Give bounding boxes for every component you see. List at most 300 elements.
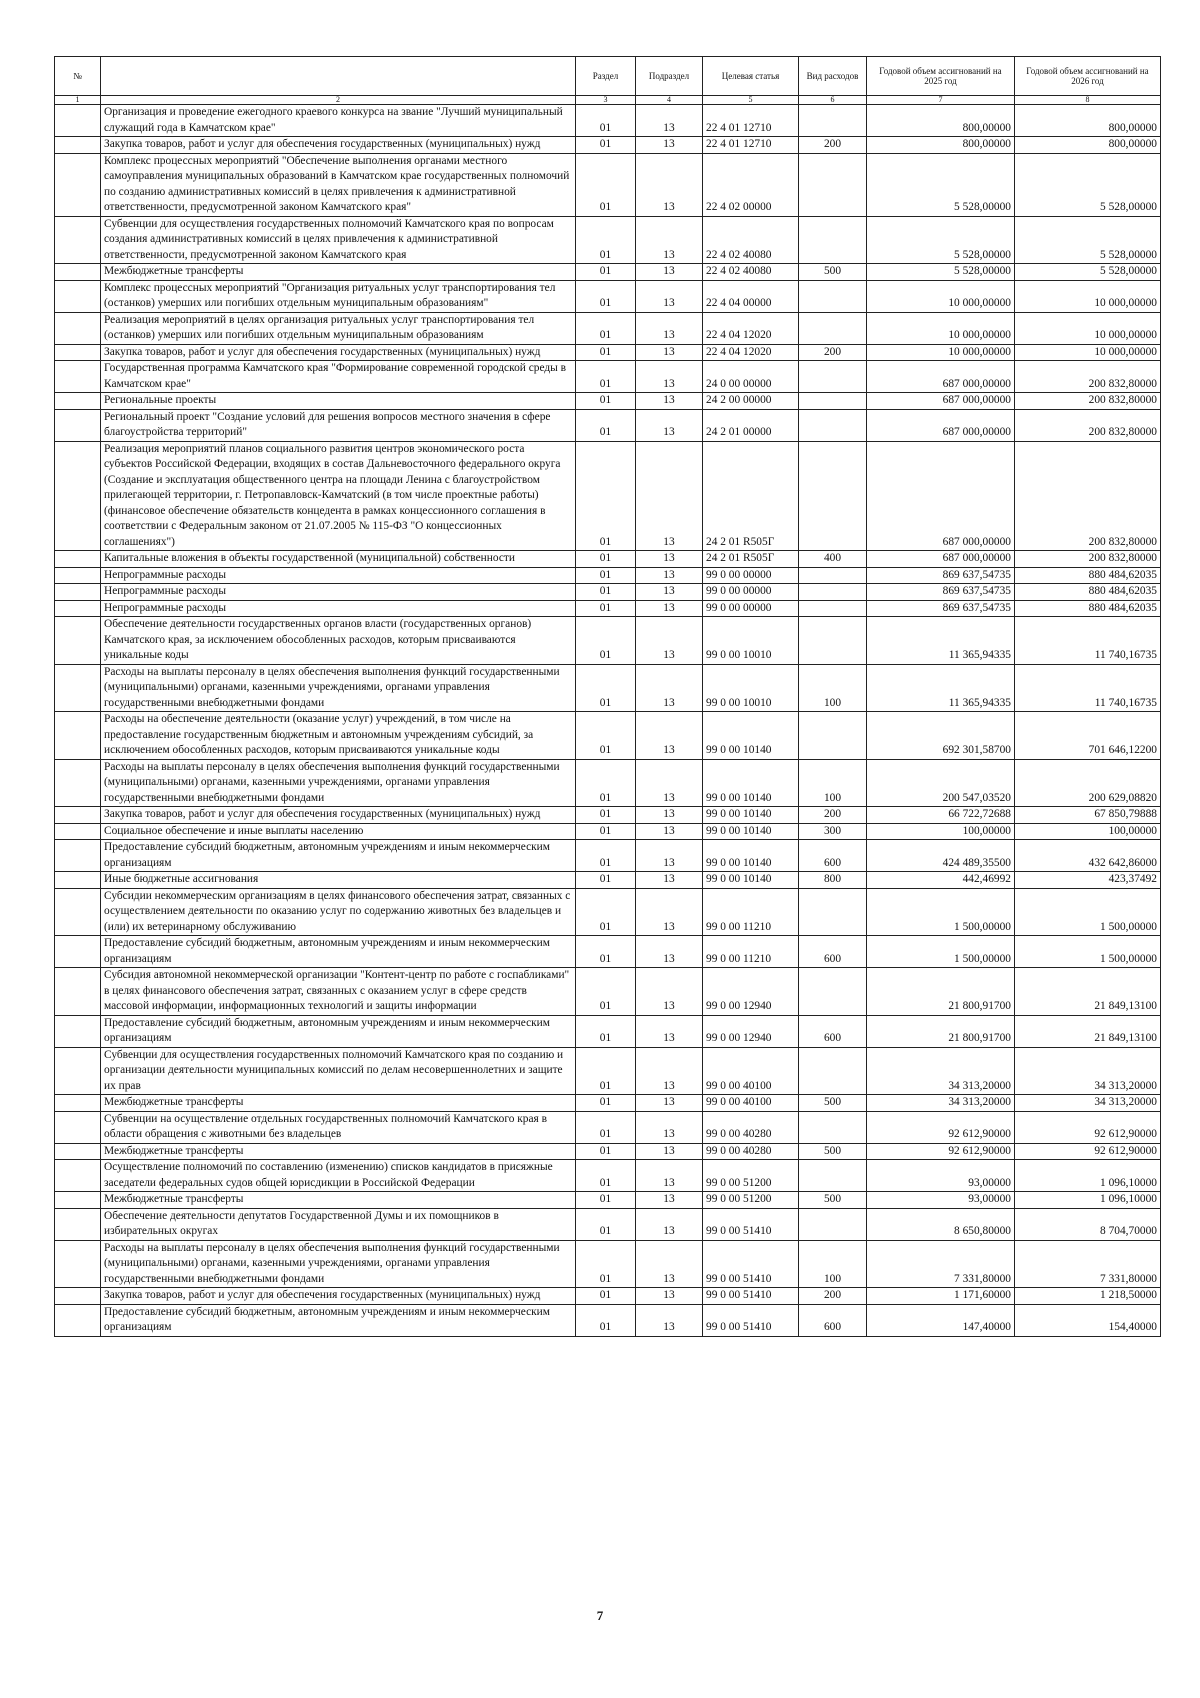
row-name-cell: Непрограммные расходы (101, 584, 576, 601)
razdel-cell: 01 (576, 441, 636, 551)
amount-2025-cell: 1 500,00000 (867, 936, 1015, 968)
row-name-cell: Комплекс процессных мероприятий "Организация ритуальных услуг транспортирования тел (останков) умерших или погибших отдельным муниципальным образованиям" (101, 280, 576, 312)
column-number: 1 (55, 96, 101, 105)
target-article-cell: 99 0 00 12940 (703, 968, 799, 1016)
expense-type-cell (799, 409, 867, 441)
target-article-cell: 22 4 02 40080 (703, 264, 799, 281)
row-number-cell (55, 888, 101, 936)
row-name-cell: Субсидия автономной некоммерческой организации "Контент-центр по работе с госпабликами" в целях финансового обеспечения затрат, связанных с оказанием услуг в сфере средств массовой информации, информационных технологий и защиты информации (101, 968, 576, 1016)
podrazdel-cell: 13 (636, 361, 703, 393)
row-number-cell (55, 1095, 101, 1112)
row-number-cell (55, 1192, 101, 1209)
razdel-cell: 01 (576, 1304, 636, 1336)
podrazdel-cell: 13 (636, 1095, 703, 1112)
razdel-cell: 01 (576, 361, 636, 393)
amount-2025-cell: 687 000,00000 (867, 441, 1015, 551)
expense-type-cell (799, 1111, 867, 1143)
row-name-cell: Субвенции для осуществления государственных полномочий Камчатского края по вопросам создания административных комиссий в целях привлечения к административной ответственности, предусмотренной законом Камчатского края (101, 216, 576, 264)
amount-2026-cell: 100,00000 (1015, 823, 1161, 840)
table-row (55, 807, 1161, 824)
razdel-cell: 01 (576, 551, 636, 568)
row-name-cell: Расходы на выплаты персоналу в целях обеспечения выполнения функций государственными (муниципальными) органами, казенными учреждениями, органами управления государственными внебюджетными фондами (101, 1240, 576, 1288)
podrazdel-cell: 13 (636, 393, 703, 410)
table-row (55, 1288, 1161, 1305)
target-article-cell: 22 4 04 00000 (703, 280, 799, 312)
razdel-cell: 01 (576, 1095, 636, 1112)
amount-2026-cell: 1 500,00000 (1015, 888, 1161, 936)
amount-2026-cell: 200 832,80000 (1015, 393, 1161, 410)
razdel-cell: 01 (576, 807, 636, 824)
amount-2026-cell: 200 832,80000 (1015, 409, 1161, 441)
amount-2025-cell: 800,00000 (867, 105, 1015, 137)
amount-2026-cell: 21 849,13100 (1015, 1015, 1161, 1047)
row-number-cell (55, 664, 101, 712)
razdel-cell: 01 (576, 936, 636, 968)
column-number: 4 (636, 96, 703, 105)
table-row (55, 712, 1161, 760)
row-name-cell: Предоставление субсидий бюджетным, автономным учреждениям и иным некоммерческим организациям (101, 1304, 576, 1336)
row-number-cell (55, 823, 101, 840)
row-number-cell (55, 361, 101, 393)
razdel-cell: 01 (576, 617, 636, 665)
podrazdel-cell: 13 (636, 312, 703, 344)
table-row (55, 567, 1161, 584)
table-row (55, 1240, 1161, 1288)
page-number: 7 (596, 1608, 604, 1623)
row-name-cell: Комплекс процессных мероприятий "Обеспечение выполнения органами местного самоуправления муниципальных образований в Камчатском крае государственных полномочий по созданию административных комиссий в целях привлечения к административной ответственности, предусмотренной законом Камчатского края" (101, 153, 576, 216)
podrazdel-cell: 13 (636, 759, 703, 807)
razdel-cell: 01 (576, 1240, 636, 1288)
budget-sheet (54, 56, 1160, 1337)
amount-2025-cell: 34 313,20000 (867, 1095, 1015, 1112)
table-row (55, 137, 1161, 154)
target-article-cell: 99 0 00 10140 (703, 807, 799, 824)
table-row (55, 105, 1161, 137)
table-row (55, 1160, 1161, 1192)
amount-2026-cell: 880 484,62035 (1015, 567, 1161, 584)
table-body (55, 105, 1161, 1337)
amount-2025-cell: 424 489,35500 (867, 840, 1015, 872)
table-row (55, 759, 1161, 807)
table-row (55, 216, 1161, 264)
row-number-cell (55, 1143, 101, 1160)
target-article-cell: 24 2 01 R505Г (703, 441, 799, 551)
amount-2026-cell: 92 612,90000 (1015, 1143, 1161, 1160)
razdel-cell: 01 (576, 216, 636, 264)
row-number-cell (55, 1208, 101, 1240)
expense-type-cell (799, 968, 867, 1016)
column-number: 7 (867, 96, 1015, 105)
row-name-cell: Субсидии некоммерческим организациям в целях финансового обеспечения затрат, связанных с осуществлением деятельности по оказанию услуг по содержанию животных без владельцев и (или) их ветеринарному обслуживанию (101, 888, 576, 936)
row-name-cell: Закупка товаров, работ и услуг для обеспечения государственных (муниципальных) нужд (101, 807, 576, 824)
podrazdel-cell: 13 (636, 153, 703, 216)
target-article-cell: 99 0 00 51200 (703, 1192, 799, 1209)
expense-type-cell: 300 (799, 823, 867, 840)
podrazdel-cell: 13 (636, 344, 703, 361)
row-name-cell: Социальное обеспечение и иные выплаты населению (101, 823, 576, 840)
expense-type-cell: 500 (799, 264, 867, 281)
amount-2026-cell: 92 612,90000 (1015, 1111, 1161, 1143)
podrazdel-cell: 13 (636, 1208, 703, 1240)
amount-2025-cell: 1 171,60000 (867, 1288, 1015, 1305)
column-number: 5 (703, 96, 799, 105)
podrazdel-cell: 13 (636, 567, 703, 584)
podrazdel-cell: 13 (636, 872, 703, 889)
expense-type-cell: 100 (799, 759, 867, 807)
podrazdel-cell: 13 (636, 823, 703, 840)
table-row (55, 936, 1161, 968)
expense-type-cell (799, 393, 867, 410)
amount-2025-cell: 687 000,00000 (867, 361, 1015, 393)
expense-type-cell (799, 1208, 867, 1240)
row-name-cell: Непрограммные расходы (101, 600, 576, 617)
row-name-cell: Предоставление субсидий бюджетным, автономным учреждениям и иным некоммерческим организациям (101, 936, 576, 968)
row-number-cell (55, 216, 101, 264)
podrazdel-cell: 13 (636, 584, 703, 601)
expense-type-cell: 600 (799, 1304, 867, 1336)
amount-2025-cell: 869 637,54735 (867, 600, 1015, 617)
row-number-cell (55, 584, 101, 601)
expense-type-cell: 500 (799, 1095, 867, 1112)
amount-2025-cell: 21 800,91700 (867, 968, 1015, 1016)
target-article-cell: 22 4 01 12710 (703, 105, 799, 137)
row-number-cell (55, 712, 101, 760)
header-podrazdel: Подраздел (636, 57, 703, 96)
expense-type-cell (799, 567, 867, 584)
row-number-cell (55, 567, 101, 584)
row-name-cell: Субвенции для осуществления государственных полномочий Камчатского края по созданию и организации деятельности муниципальных комиссий по делам несовершеннолетних и защите их прав (101, 1047, 576, 1095)
row-name-cell: Закупка товаров, работ и услуг для обеспечения государственных (муниципальных) нужд (101, 344, 576, 361)
target-article-cell: 22 4 02 00000 (703, 153, 799, 216)
target-article-cell: 99 0 00 51410 (703, 1240, 799, 1288)
expense-type-cell: 600 (799, 936, 867, 968)
row-name-cell: Обеспечение деятельности депутатов Государственной Думы и их помощников в избирательных округах (101, 1208, 576, 1240)
header-2026: Годовой объем ассигнований на 2026 год (1015, 57, 1161, 96)
row-number-cell (55, 153, 101, 216)
target-article-cell: 99 0 00 00000 (703, 600, 799, 617)
razdel-cell: 01 (576, 409, 636, 441)
podrazdel-cell: 13 (636, 1143, 703, 1160)
target-article-cell: 99 0 00 40280 (703, 1111, 799, 1143)
row-name-cell: Осуществление полномочий по составлению (изменению) списков кандидатов в присяжные заседатели федеральных судов общей юрисдикции в Российской Федерации (101, 1160, 576, 1192)
row-name-cell: Непрограммные расходы (101, 567, 576, 584)
amount-2026-cell: 10 000,00000 (1015, 344, 1161, 361)
table-row (55, 312, 1161, 344)
expense-type-cell: 100 (799, 1240, 867, 1288)
table-row (55, 393, 1161, 410)
target-article-cell: 24 0 00 00000 (703, 361, 799, 393)
podrazdel-cell: 13 (636, 712, 703, 760)
podrazdel-cell: 13 (636, 840, 703, 872)
target-article-cell: 22 4 01 12710 (703, 137, 799, 154)
razdel-cell: 01 (576, 280, 636, 312)
target-article-cell: 24 2 00 00000 (703, 393, 799, 410)
amount-2025-cell: 869 637,54735 (867, 567, 1015, 584)
amount-2025-cell: 692 301,58700 (867, 712, 1015, 760)
table-row (55, 1143, 1161, 1160)
row-name-cell: Закупка товаров, работ и услуг для обеспечения государственных (муниципальных) нужд (101, 1288, 576, 1305)
razdel-cell: 01 (576, 264, 636, 281)
podrazdel-cell: 13 (636, 807, 703, 824)
row-number-cell (55, 312, 101, 344)
row-name-cell: Иные бюджетные ассигнования (101, 872, 576, 889)
amount-2026-cell: 34 313,20000 (1015, 1095, 1161, 1112)
amount-2026-cell: 200 832,80000 (1015, 441, 1161, 551)
row-name-cell: Капитальные вложения в объекты государственной (муниципальной) собственности (101, 551, 576, 568)
target-article-cell: 24 2 01 R505Г (703, 551, 799, 568)
amount-2026-cell: 1 500,00000 (1015, 936, 1161, 968)
amount-2026-cell: 8 704,70000 (1015, 1208, 1161, 1240)
razdel-cell: 01 (576, 1192, 636, 1209)
amount-2025-cell: 10 000,00000 (867, 344, 1015, 361)
podrazdel-cell: 13 (636, 1160, 703, 1192)
razdel-cell: 01 (576, 1143, 636, 1160)
row-name-cell: Межбюджетные трансферты (101, 264, 576, 281)
expense-type-cell (799, 1047, 867, 1095)
amount-2026-cell: 800,00000 (1015, 105, 1161, 137)
razdel-cell: 01 (576, 823, 636, 840)
table-row (55, 888, 1161, 936)
row-name-cell: Межбюджетные трансферты (101, 1095, 576, 1112)
podrazdel-cell: 13 (636, 1111, 703, 1143)
razdel-cell: 01 (576, 137, 636, 154)
table-row (55, 409, 1161, 441)
target-article-cell: 99 0 00 10140 (703, 759, 799, 807)
target-article-cell: 99 0 00 10010 (703, 664, 799, 712)
podrazdel-cell: 13 (636, 105, 703, 137)
expense-type-cell (799, 153, 867, 216)
amount-2025-cell: 5 528,00000 (867, 264, 1015, 281)
target-article-cell: 99 0 00 40100 (703, 1095, 799, 1112)
table-row (55, 1192, 1161, 1209)
target-article-cell: 99 0 00 40100 (703, 1047, 799, 1095)
row-number-cell (55, 1304, 101, 1336)
table-row (55, 840, 1161, 872)
amount-2025-cell: 5 528,00000 (867, 216, 1015, 264)
row-name-cell: Межбюджетные трансферты (101, 1143, 576, 1160)
amount-2025-cell: 10 000,00000 (867, 280, 1015, 312)
row-number-cell (55, 807, 101, 824)
podrazdel-cell: 13 (636, 664, 703, 712)
expense-type-cell (799, 105, 867, 137)
razdel-cell: 01 (576, 1047, 636, 1095)
expense-type-cell: 600 (799, 840, 867, 872)
row-number-cell (55, 936, 101, 968)
amount-2026-cell: 200 832,80000 (1015, 361, 1161, 393)
header-2025: Годовой объем ассигнований на 2025 год (867, 57, 1015, 96)
row-number-cell (55, 409, 101, 441)
expense-type-cell (799, 361, 867, 393)
row-number-cell (55, 840, 101, 872)
budget-table (54, 56, 1161, 1337)
table-row (55, 968, 1161, 1016)
amount-2025-cell: 442,46992 (867, 872, 1015, 889)
target-article-cell: 99 0 00 10140 (703, 840, 799, 872)
column-number: 8 (1015, 96, 1161, 105)
table-row (55, 600, 1161, 617)
row-name-cell: Региональный проект "Создание условий для решения вопросов местного значения в сфере благоустройства территорий" (101, 409, 576, 441)
expense-type-cell (799, 617, 867, 665)
row-name-cell: Реализация мероприятий планов социального развития центров экономического роста субъектов Российской Федерации, входящих в состав Дальневосточного федерального округа (Создание и эксплуатация общественного центра на площади Ленина с благоустройством прилегающей территории, г. Петропавловск-Камчатский (в том числе проектные работы) (финансовое обеспечение обязательств концедента в рамках концессионного соглашения в соответствии с Федеральным законом от 21.07.2005 № 115-ФЗ "О концессионных соглашениях") (101, 441, 576, 551)
table-row (55, 264, 1161, 281)
amount-2026-cell: 11 740,16735 (1015, 617, 1161, 665)
target-article-cell: 99 0 00 10140 (703, 872, 799, 889)
header-name (101, 57, 576, 96)
amount-2025-cell: 66 722,72688 (867, 807, 1015, 824)
expense-type-cell (799, 712, 867, 760)
podrazdel-cell: 13 (636, 1240, 703, 1288)
amount-2026-cell: 1 218,50000 (1015, 1288, 1161, 1305)
podrazdel-cell: 13 (636, 617, 703, 665)
podrazdel-cell: 13 (636, 137, 703, 154)
razdel-cell: 01 (576, 1288, 636, 1305)
row-number-cell (55, 617, 101, 665)
podrazdel-cell: 13 (636, 600, 703, 617)
podrazdel-cell: 13 (636, 936, 703, 968)
amount-2025-cell: 687 000,00000 (867, 551, 1015, 568)
target-article-cell: 99 0 00 11210 (703, 936, 799, 968)
row-name-cell: Закупка товаров, работ и услуг для обеспечения государственных (муниципальных) нужд (101, 137, 576, 154)
podrazdel-cell: 13 (636, 1192, 703, 1209)
expense-type-cell: 100 (799, 664, 867, 712)
column-number: 6 (799, 96, 867, 105)
expense-type-cell (799, 888, 867, 936)
row-name-cell: Предоставление субсидий бюджетным, автономным учреждениям и иным некоммерческим организациям (101, 1015, 576, 1047)
amount-2026-cell: 1 096,10000 (1015, 1192, 1161, 1209)
amount-2025-cell: 11 365,94335 (867, 664, 1015, 712)
amount-2026-cell: 880 484,62035 (1015, 600, 1161, 617)
table-row (55, 617, 1161, 665)
expense-type-cell (799, 1160, 867, 1192)
razdel-cell: 01 (576, 600, 636, 617)
row-number-cell (55, 551, 101, 568)
razdel-cell: 01 (576, 1015, 636, 1047)
amount-2026-cell: 67 850,79888 (1015, 807, 1161, 824)
amount-2026-cell: 11 740,16735 (1015, 664, 1161, 712)
row-number-cell (55, 1160, 101, 1192)
table-row (55, 1095, 1161, 1112)
table-row (55, 584, 1161, 601)
razdel-cell: 01 (576, 105, 636, 137)
podrazdel-cell: 13 (636, 551, 703, 568)
row-number-cell (55, 1111, 101, 1143)
row-name-cell: Субвенции на осуществление отдельных государственных полномочий Камчатского края в области обращения с животными без владельцев (101, 1111, 576, 1143)
amount-2026-cell: 34 313,20000 (1015, 1047, 1161, 1095)
razdel-cell: 01 (576, 584, 636, 601)
table-row (55, 1208, 1161, 1240)
table-row (55, 872, 1161, 889)
row-number-cell (55, 1288, 101, 1305)
row-number-cell (55, 393, 101, 410)
table-row (55, 1304, 1161, 1336)
expense-type-cell: 200 (799, 137, 867, 154)
amount-2025-cell: 687 000,00000 (867, 393, 1015, 410)
row-name-cell: Реализация мероприятий в целях организация ритуальных услуг транспортирования тел (останков) умерших или погибших отдельным муниципальным образованиям (101, 312, 576, 344)
razdel-cell: 01 (576, 393, 636, 410)
amount-2026-cell: 21 849,13100 (1015, 968, 1161, 1016)
amount-2025-cell: 93,00000 (867, 1160, 1015, 1192)
expense-type-cell: 400 (799, 551, 867, 568)
row-number-cell (55, 1015, 101, 1047)
target-article-cell: 22 4 02 40080 (703, 216, 799, 264)
razdel-cell: 01 (576, 872, 636, 889)
header-vid: Вид расходов (799, 57, 867, 96)
table-row (55, 280, 1161, 312)
podrazdel-cell: 13 (636, 1015, 703, 1047)
row-name-cell: Расходы на выплаты персоналу в целях обеспечения выполнения функций государственными (муниципальными) органами, казенными учреждениями, органами управления государственными внебюджетными фондами (101, 759, 576, 807)
amount-2025-cell: 93,00000 (867, 1192, 1015, 1209)
expense-type-cell (799, 441, 867, 551)
row-number-cell (55, 1047, 101, 1095)
amount-2025-cell: 147,40000 (867, 1304, 1015, 1336)
expense-type-cell (799, 280, 867, 312)
razdel-cell: 01 (576, 153, 636, 216)
expense-type-cell (799, 312, 867, 344)
table-row (55, 1015, 1161, 1047)
amount-2025-cell: 8 650,80000 (867, 1208, 1015, 1240)
amount-2025-cell: 100,00000 (867, 823, 1015, 840)
podrazdel-cell: 13 (636, 216, 703, 264)
row-name-cell: Расходы на выплаты персоналу в целях обеспечения выполнения функций государственными (муниципальными) органами, казенными учреждениями, органами управления государственными внебюджетными фондами (101, 664, 576, 712)
target-article-cell: 99 0 00 51200 (703, 1160, 799, 1192)
table-row (55, 823, 1161, 840)
podrazdel-cell: 13 (636, 1047, 703, 1095)
podrazdel-cell: 13 (636, 264, 703, 281)
amount-2026-cell: 10 000,00000 (1015, 280, 1161, 312)
amount-2026-cell: 423,37492 (1015, 872, 1161, 889)
podrazdel-cell: 13 (636, 1304, 703, 1336)
table-row (55, 153, 1161, 216)
row-number-cell (55, 968, 101, 1016)
razdel-cell: 01 (576, 712, 636, 760)
target-article-cell: 99 0 00 51410 (703, 1304, 799, 1336)
expense-type-cell: 200 (799, 1288, 867, 1305)
razdel-cell: 01 (576, 840, 636, 872)
target-article-cell: 99 0 00 10140 (703, 823, 799, 840)
razdel-cell: 01 (576, 1208, 636, 1240)
row-name-cell: Межбюджетные трансферты (101, 1192, 576, 1209)
row-number-cell (55, 280, 101, 312)
row-number-cell (55, 344, 101, 361)
podrazdel-cell: 13 (636, 441, 703, 551)
amount-2026-cell: 154,40000 (1015, 1304, 1161, 1336)
amount-2025-cell: 92 612,90000 (867, 1143, 1015, 1160)
header-no: № (55, 57, 101, 96)
razdel-cell: 01 (576, 759, 636, 807)
podrazdel-cell: 13 (636, 1288, 703, 1305)
row-name-cell: Организация и проведение ежегодного краевого конкурса на звание "Лучший муниципальный служащий года в Камчатском крае" (101, 105, 576, 137)
header-statya: Целевая статья (703, 57, 799, 96)
amount-2026-cell: 7 331,80000 (1015, 1240, 1161, 1288)
amount-2026-cell: 1 096,10000 (1015, 1160, 1161, 1192)
target-article-cell: 24 2 01 00000 (703, 409, 799, 441)
table-row (55, 551, 1161, 568)
target-article-cell: 99 0 00 40280 (703, 1143, 799, 1160)
amount-2025-cell: 92 612,90000 (867, 1111, 1015, 1143)
target-article-cell: 99 0 00 51410 (703, 1208, 799, 1240)
expense-type-cell (799, 584, 867, 601)
razdel-cell: 01 (576, 344, 636, 361)
row-number-cell (55, 759, 101, 807)
target-article-cell: 99 0 00 10140 (703, 712, 799, 760)
expense-type-cell (799, 600, 867, 617)
target-article-cell: 99 0 00 00000 (703, 584, 799, 601)
amount-2025-cell: 687 000,00000 (867, 409, 1015, 441)
target-article-cell: 99 0 00 51410 (703, 1288, 799, 1305)
amount-2025-cell: 200 547,03520 (867, 759, 1015, 807)
table-row (55, 1111, 1161, 1143)
podrazdel-cell: 13 (636, 280, 703, 312)
